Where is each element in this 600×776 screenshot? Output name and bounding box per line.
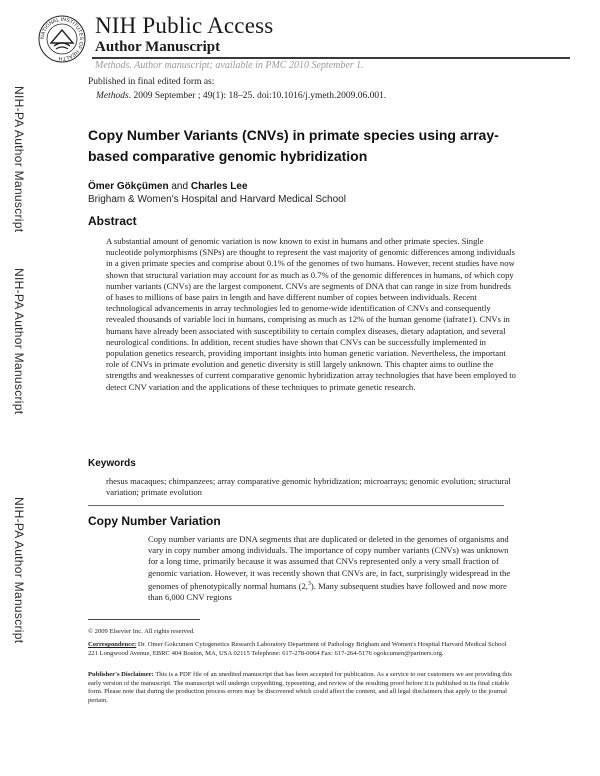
header-divider [92, 57, 570, 59]
footnote-divider [88, 619, 200, 620]
abstract-text: A substantial amount of genomic variation is now known to exist in humans and other primate species. Single nucleotide polymorphisms (SNPs) are thought to represent the vast majority of genomic differences among individuals in a given primate species and comprise about 0.1% of the genomes of two humans. However, recent studies have now shown that structural variation may account for as much as 0.7% of the genomic differences in humans, of which copy number variants (CNVs) are the largest component. CNVs are segments of DNA that can range in size from hundreds of bases to millions of base pairs in length and have different number of copies between individuals. Recent technological advancements in array technologies led to genome-wide identification of CNVs and consequently revealed thousands of variable loci in humans, comprising as much as 12% of the human genome (iafrate1). CNVs in humans have already been associated with susceptibility to certain complex diseases, dietary adaptation, and several neurological conditions. In addition, recent studies have shown that CNVs can be successfully implemented in population genetics research, providing important insights into human genetic variation. Nevertheless, the important role of CNVs in primate evolution and genetic diversity is still largely unknown. This chapter aims to outline the strengths and weaknesses of current comparative genomic hybridization array technologies that have been employed to detect CNV variation and the applications of these techniques to primate genetic research. [106, 236, 516, 392]
disclaimer-label: Publisher's Disclaimer: [88, 671, 154, 678]
publisher-disclaimer [88, 671, 512, 705]
abstract-heading: Abstract [88, 214, 137, 228]
citation-journal: Methods [96, 91, 129, 101]
author-2: Charles Lee [190, 181, 248, 192]
svg-text:NATIONAL INSTITUTES OF HEALTH [40, 17, 84, 61]
side-label-top: NIH-PA Author Manuscript [12, 86, 26, 233]
section-text-part1: Copy number variants are DNA segments that are duplicated or deleted in the genomes of organisms and vary in copy number among individuals. The importance of copy number variants (CNVs) was unknown for a long time, primarily because it was assumed that CNVs represented only a very small fraction of genomic variation. However, it was recently shown that CNVs are, in fact, surprisingly widespread in the genomes of phenotypically normal humans (2, [148, 534, 511, 591]
header-journal: Methods [95, 60, 130, 71]
paper-title: Copy Number Variants (CNVs) in primate species using array-based comparative genomic hybridization [88, 127, 499, 164]
section-text-part2: ). Many subsequent studies have followed and now more than 6,000 CNV regions [148, 580, 507, 602]
disclaimer-text: This is a PDF file of an unedited manuscript that has been accepted for publication. As a service to our customers we are providing this early version of the manuscript. The manuscript will undergo copyediting, typesetting, and review of the resulting proof before it is published in its final citable form. Please note that during the production process errors may be discovered which could affect the content, and all legal disclaimers that apply to the journal pertain. [88, 671, 512, 704]
citation-details [96, 91, 386, 101]
correspondence-text: Dr. Omer Gokcumen Cytogenetics Research Laboratory Department of Pathology Brigham and Women's Hospital Harvard Medical School 221 Longwood Avenue, EBRC 404 Boston, MA, USA 02115 Telephone: 617-278-0064 Fax: 617-264-5176 ogokcumen@partners.org. [88, 641, 507, 657]
side-label-middle: NIH-PA Author Manuscript [12, 268, 26, 415]
author-manuscript-subtitle: Author Manuscript [95, 39, 221, 55]
publication-availability-line [95, 60, 364, 71]
nih-seal-logo [37, 10, 87, 68]
author-joiner: and [168, 181, 191, 192]
author-list [88, 181, 248, 192]
citation-volume: . 2009 September ; 49(1): 18–25. doi:10.1016/j.ymeth.2009.06.001. [128, 91, 387, 101]
reference-superscript[interactable]: 3 [307, 580, 311, 587]
nih-public-access-title: NIH Public Access [95, 13, 274, 38]
correspondence-label: Correspondence: [88, 641, 137, 648]
section-body [148, 534, 516, 603]
author-1: Ömer Gökçümen [88, 181, 169, 192]
seal-text: NATIONAL INSTITUTES OF HEALTH [39, 16, 85, 62]
section-heading: Copy Number Variation [88, 514, 221, 528]
side-label-bottom: NIH-PA Author Manuscript [12, 497, 26, 644]
header-published: . Author manuscript; available in PMC 2010 September 1. [129, 60, 364, 71]
correspondence-note [88, 641, 512, 658]
keywords-divider [88, 505, 504, 506]
keywords-text: rhesus macaques; chimpanzees; array comparative genomic hybridization; microarrays; genomic evolution; structural variation; primate evolution [106, 476, 511, 498]
keywords-heading: Keywords [88, 458, 136, 469]
citation-intro: Published in final edited form as: [88, 77, 215, 87]
copyright-note: © 2009 Elsevier Inc. All rights reserved. [88, 628, 195, 635]
affiliation: Brigham & Women's Hospital and Harvard Medical School [88, 194, 346, 205]
